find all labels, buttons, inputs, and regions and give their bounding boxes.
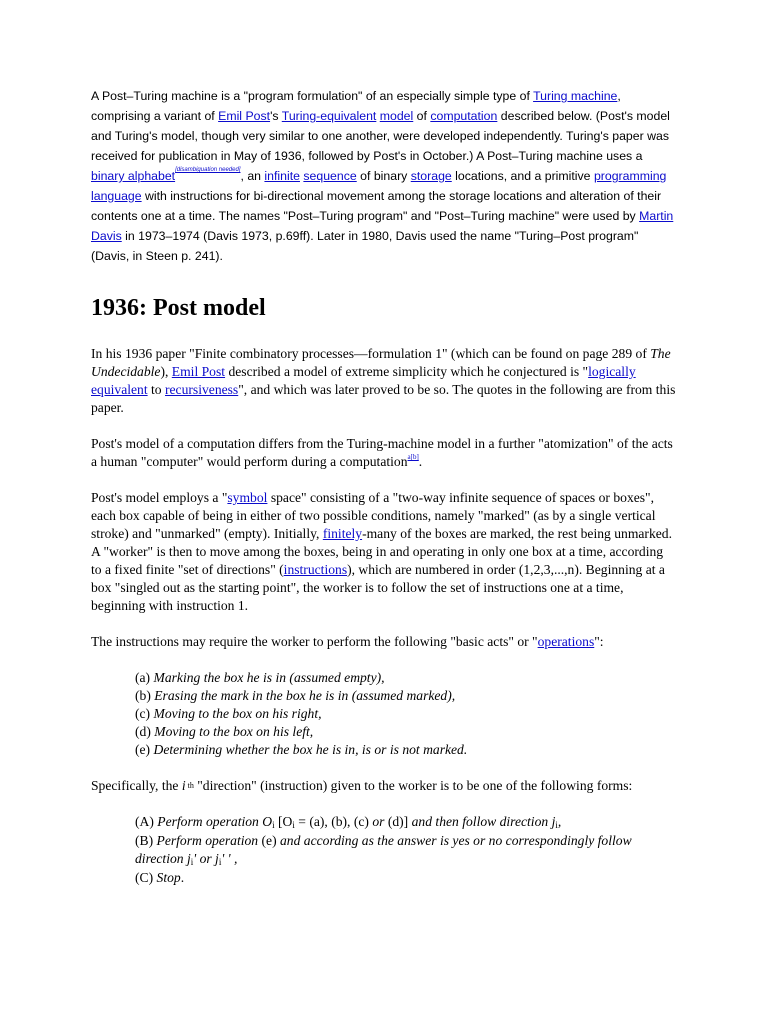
form-text: ' ' , — [221, 851, 238, 866]
paragraph-text: -many of the boxes are marked, the rest being unmarked. A "worker" is then to move among the boxes, being in and operating in only one box at a time, according to a fixed finite "set of directions" ( — [91, 526, 672, 577]
post-model-paragraph-1 — [91, 345, 677, 417]
form-text: and then follow direction j — [411, 814, 556, 829]
paragraph-text: The instructions may require the worker to perform the following "basic acts" or " — [91, 634, 538, 649]
form-text: (e) — [258, 833, 280, 848]
link-recursiveness[interactable]: recursiveness — [165, 382, 239, 397]
disambiguation-note-link[interactable]: [disambiguation needed] — [175, 167, 241, 173]
post-model-paragraph-3 — [91, 489, 677, 615]
index-variable: i — [181, 778, 186, 793]
paragraph-text: to — [147, 382, 165, 397]
superscript-th: th — [185, 781, 194, 790]
list-item-label: (B) — [135, 833, 157, 848]
list-item-text: Erasing the mark in the box he is in (assumed marked), — [154, 688, 456, 703]
link-instructions[interactable]: instructions — [283, 562, 348, 577]
subscript: i — [218, 857, 222, 867]
list-item-label: (d) — [135, 724, 155, 739]
list-item-label: (A) — [135, 814, 158, 829]
intro-text: described below. (Post's model and Turing's model, though very similar to one another, were developed independently. Turing's paper was received for publication in May of 1936, followed by Post's in October.) A Post–Turing machine uses a — [91, 109, 670, 163]
paragraph-text: ": — [594, 634, 604, 649]
form-text: (d)] — [384, 814, 412, 829]
paragraph-text: "direction" (instruction) given to the worker is to be one of the following forms: — [193, 778, 633, 793]
link-model[interactable]: model — [379, 109, 414, 123]
post-model-paragraph-2 — [91, 435, 677, 471]
list-item — [135, 723, 677, 741]
intro-text: in 1973–1974 (Davis 1973, p.69ff). Later in 1980, Davis used the name "Turing–Post program" (Davis, in Steen p. 241). — [91, 229, 639, 263]
intro-text: of — [413, 109, 431, 123]
list-item-label: (C) — [135, 870, 157, 885]
form-text: and according as the answer is yes or no correspondingly follow direction j — [135, 833, 632, 866]
paragraph-text: In his 1936 paper "Finite combinatory processes—formulation 1" (which can be found on page 289 of — [91, 346, 651, 361]
paragraph-text: Post's model employs a " — [91, 490, 228, 505]
link-binary-alphabet[interactable]: binary alphabet — [91, 169, 176, 183]
post-model-paragraph-5 — [91, 777, 677, 795]
link-infinite[interactable]: infinite — [264, 169, 300, 183]
subscript: i — [292, 820, 295, 830]
link-computation[interactable]: computation — [430, 109, 498, 123]
list-item-label: (e) — [135, 742, 154, 757]
list-item-text: Marking the box he is in (assumed empty), — [153, 670, 385, 685]
section-heading: 1936: Post model — [91, 295, 266, 321]
footnote-ref-link[interactable]: a[b] — [407, 453, 419, 461]
paragraph-text: described a model of extreme simplicity which he conjectured is " — [225, 364, 589, 379]
link-martin-davis[interactable]: Martin Davis — [91, 209, 674, 243]
list-item-label: (a) — [135, 670, 154, 685]
paragraph-text: . — [418, 454, 423, 469]
intro-text: 's — [270, 109, 282, 123]
form-text: [O — [274, 814, 293, 829]
basic-acts-list — [135, 669, 677, 759]
intro-text: , an — [240, 169, 265, 183]
form-text: , — [557, 814, 562, 829]
list-item — [135, 869, 655, 887]
list-item-label: (c) — [135, 706, 154, 721]
subscript: i — [272, 820, 275, 830]
form-text: Perform operation O — [157, 814, 273, 829]
form-text: . — [180, 870, 185, 885]
paragraph-text: ), which are numbered in order (1,2,3,...,n). Beginning at a box "singled out as the starting point", the worker is to follow the set of instructions one at a time, beginning with instruction 1. — [91, 562, 665, 613]
list-item — [135, 813, 655, 832]
post-model-paragraph-4 — [91, 633, 677, 651]
link-turing-equivalent[interactable]: Turing-equivalent — [281, 109, 377, 123]
list-item-text: Moving to the box on his right, — [153, 706, 322, 721]
list-item — [135, 741, 677, 759]
intro-text: of binary — [356, 169, 411, 183]
book-title: The Undecidable — [91, 346, 671, 379]
paragraph-text: ", and which was later proved to be so. The quotes in the following are from this paper. — [91, 382, 676, 415]
list-item-text: Moving to the box on his left, — [154, 724, 314, 739]
link-symbol[interactable]: symbol — [227, 490, 268, 505]
form-text: Stop — [156, 870, 181, 885]
intro-paragraph — [91, 86, 677, 266]
link-emil-post-2[interactable]: Emil Post — [171, 364, 226, 379]
form-text: Perform operation — [156, 833, 259, 848]
paragraph-text: space" consisting of a "two-way infinite sequence of spaces or boxes", each box capable of being in either of two possible conditions, namely "marked" (as by a single vertical stroke) and "unmarked" (empty). Initially, — [91, 490, 656, 541]
direction-forms-list — [135, 813, 655, 887]
list-item — [135, 705, 677, 723]
list-item — [135, 669, 677, 687]
link-sequence[interactable]: sequence — [303, 169, 357, 183]
link-logically-equivalent[interactable]: logically equivalent — [91, 364, 636, 397]
link-turing-machine[interactable]: Turing machine — [533, 89, 618, 103]
list-item — [135, 687, 677, 705]
link-storage[interactable]: storage — [410, 169, 452, 183]
intro-text: locations, and a primitive — [451, 169, 594, 183]
paragraph-text: Post's model of a computation differs from the Turing-machine model in a further "atomization" of the acts a human "computer" would perform during a computation — [91, 436, 673, 469]
paragraph-text: Specifically, the — [91, 778, 182, 793]
list-item-text: Determining whether the box he is in, is or is not marked. — [153, 742, 468, 757]
intro-text: , comprising a variant of — [91, 89, 621, 123]
intro-text: A Post–Turing machine is a "program formulation" of an especially simple type of — [91, 89, 534, 103]
link-finitely[interactable]: finitely — [322, 526, 363, 541]
link-programming-language[interactable]: programming language — [91, 169, 667, 203]
link-operations[interactable]: operations — [537, 634, 595, 649]
paragraph-text: ), — [160, 364, 172, 379]
form-text: ' or j — [193, 851, 219, 866]
subscript: i — [555, 820, 558, 830]
subscript: i — [190, 857, 194, 867]
form-text: = (a), (b), (c) — [294, 814, 373, 829]
list-item-label: (b) — [135, 688, 155, 703]
article-body — [91, 86, 677, 887]
list-item — [135, 832, 655, 869]
form-text: or — [372, 814, 385, 829]
intro-text: with instructions for bi-directional movement among the storage locations and alteration of their contents one at a time. The names "Post–Turing program" and "Post–Turing machine" were used by — [91, 189, 662, 223]
link-emil-post[interactable]: Emil Post — [218, 109, 271, 123]
